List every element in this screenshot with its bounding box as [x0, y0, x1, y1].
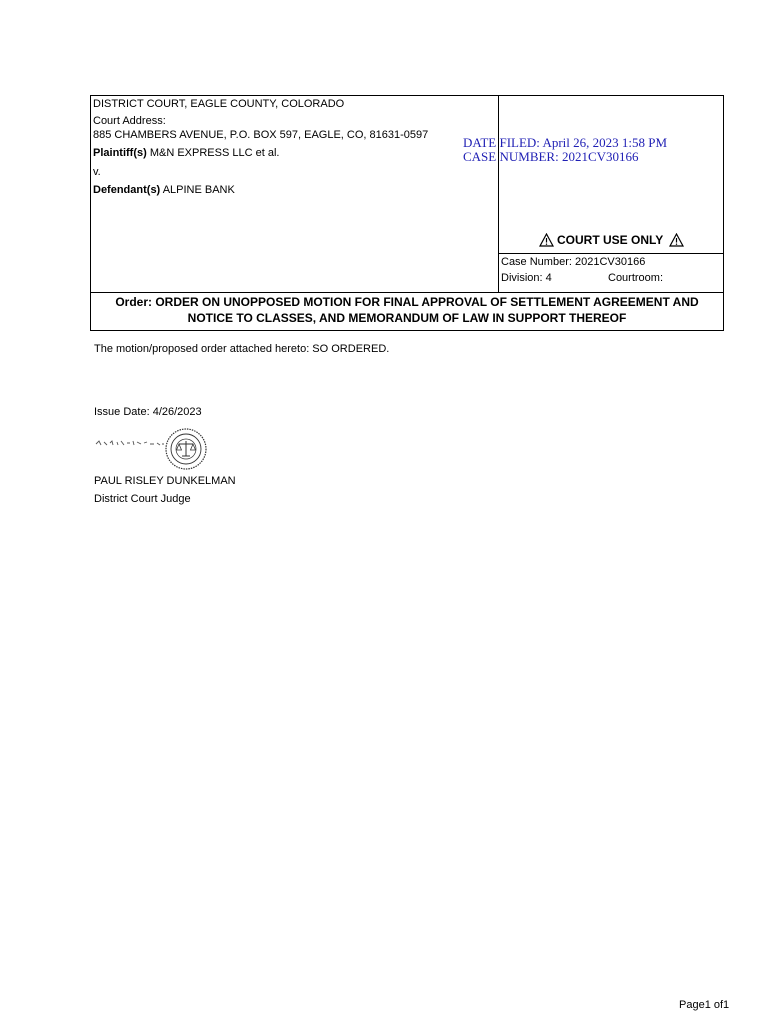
division-value: 4	[545, 272, 552, 284]
date-filed-stamp: DATE FILED: April 26, 2023 1:58 PM	[463, 135, 668, 150]
caption-box	[90, 95, 724, 331]
case-number-stamp: CASE NUMBER: 2021CV30166	[463, 149, 639, 164]
court-name: DISTRICT COURT, EAGLE COUNTY, COLORADO	[93, 98, 345, 110]
court-address-label: Court Address:	[93, 115, 166, 127]
courtroom-label: Courtroom:	[608, 272, 664, 284]
court-use-divider	[498, 253, 723, 254]
plaintiff-name: M&N EXPRESS LLC et al.	[149, 147, 280, 159]
judge-name: PAUL RISLEY DUNKELMAN	[94, 475, 236, 487]
order-title	[91, 294, 723, 326]
warning-triangle-icon	[539, 233, 554, 247]
court-address: 885 CHAMBERS AVENUE, P.O. BOX 597, EAGLE, CO, 81631-0597	[93, 129, 429, 141]
warning-triangle-icon	[669, 233, 684, 247]
title-divider	[91, 292, 723, 293]
courtroom-line	[608, 272, 663, 285]
case-number-label: Case Number:	[501, 256, 572, 268]
defendant-label: Defendant(s)	[93, 184, 161, 196]
caption-divider-vertical	[498, 96, 499, 292]
division-label: Division:	[501, 272, 543, 284]
court-seal-icon	[165, 428, 207, 470]
plaintiff-line	[93, 147, 279, 160]
issue-date-line	[94, 406, 202, 419]
order-title-line-1: Order: ORDER ON UNOPPOSED MOTION FOR FINAL APPROVAL OF SETTLEMENT AGREEMENT AND	[115, 295, 699, 309]
issue-date-label: Issue Date:	[94, 406, 150, 418]
case-number-value: 2021CV30166	[574, 256, 646, 268]
issue-date-value: 4/26/2023	[152, 406, 202, 418]
plaintiff-label: Plaintiff(s)	[93, 147, 147, 159]
page-number: Page1 of1	[679, 999, 730, 1011]
defendant-line	[93, 184, 235, 197]
order-body: The motion/proposed order attached hereto: SO ORDERED.	[94, 343, 390, 355]
court-use-only-heading	[539, 233, 684, 247]
court-use-label: COURT USE ONLY	[557, 233, 664, 247]
judge-title: District Court Judge	[94, 493, 191, 505]
versus: v.	[93, 166, 101, 178]
division-line	[501, 272, 552, 285]
defendant-name: ALPINE BANK	[162, 184, 235, 196]
signature-scribble-icon	[94, 436, 166, 450]
order-title-line-2: NOTICE TO CLASSES, AND MEMORANDUM OF LAW IN SUPPORT THEREOF	[187, 311, 627, 325]
case-number-line	[501, 256, 645, 269]
